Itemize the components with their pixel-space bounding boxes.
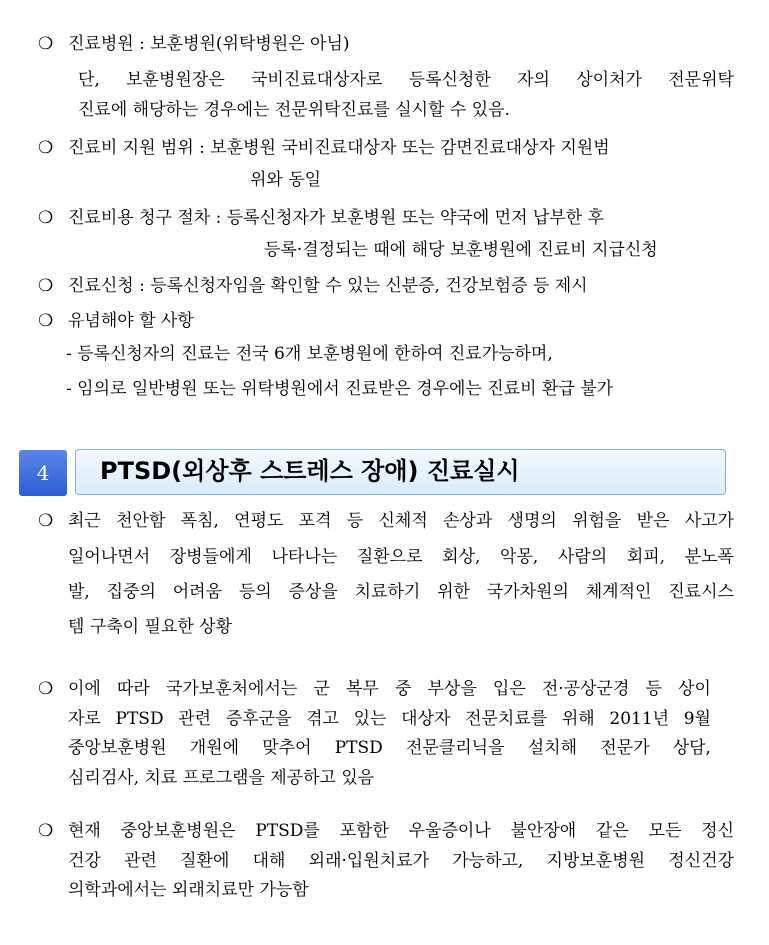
ptsd-p2-line2: 자로 PTSD 관련 증후군을 겪고 있는 대상자 전문치료를 위해 2011년 9월 <box>68 709 711 729</box>
bullet-icon: ❍ <box>38 276 54 296</box>
ptsd-p2-line1: 이에 따라 국가보훈처에서는 군 복무 중 부상을 입은 전·공상군경 등 상이 <box>68 679 711 699</box>
bullet-icon: ❍ <box>38 311 54 331</box>
ptsd-p3-line1: 현재 중앙보훈병원은 PTSD를 포함한 우울증이나 불안장애 같은 모든 정신 <box>68 821 734 841</box>
claim-line2: 등록·결정되는 때에 해당 보훈병원에 진료비 지급신청 <box>264 240 658 260</box>
bullet-icon: ❍ <box>38 138 54 158</box>
hospital-note-line1: 단, 보훈병원장은 국비진료대상자로 등록신청한 자의 상이처가 전문위탁 <box>78 70 734 90</box>
section-number: 4 <box>36 461 50 485</box>
ptsd-p1-line4: 템 구축이 필요한 상황 <box>68 617 233 637</box>
ptsd-p3-line3: 의학과에서는 외래치료만 가능함 <box>68 880 309 900</box>
bullet-icon: ❍ <box>38 821 54 841</box>
bullet-icon: ❍ <box>38 34 54 54</box>
ptsd-p1-line2: 일어나면서 장병들에게 나타나는 질환으로 회상, 악몽, 사람의 회피, 분노폭 <box>68 547 734 567</box>
bullet-icon: ❍ <box>38 511 54 531</box>
scope-line2: 위와 동일 <box>250 170 322 190</box>
ptsd-p1-line1: 최근 천안함 폭침, 연평도 포격 등 신체적 손상과 생명의 위험을 받은 사고가 <box>68 511 734 531</box>
hospital-line: 진료병원 : 보훈병원(위탁병원은 아님) <box>68 34 350 54</box>
apply-line: 진료신청 : 등록신청자임을 확인할 수 있는 신분증, 건강보험증 등 제시 <box>68 276 588 296</box>
ptsd-p2-line4: 심리검사, 치료 프로그램을 제공하고 있음 <box>68 768 375 788</box>
ptsd-p3-line2: 건강 관련 질환에 대해 외래·입원치료가 가능하고, 지방보훈병원 정신건강 <box>68 851 734 871</box>
scope-line1: 진료비 지원 범위 : 보훈병원 국비진료대상자 또는 감면진료대상자 지원범 <box>68 138 610 158</box>
section-title: PTSD(외상후 스트레스 장애) 진료실시 <box>100 457 520 485</box>
caution-item-1: - 등록신청자의 진료는 전국 6개 보훈병원에 한하여 진료가능하며, <box>66 344 553 364</box>
ptsd-p2-line3: 중앙보훈병원 개원에 맞추어 PTSD 전문클리닉을 설치해 전문가 상담, <box>68 738 711 758</box>
section-number-badge <box>19 450 67 496</box>
claim-line1: 진료비용 청구 절차 : 등록신청자가 보훈병원 또는 약국에 먼저 납부한 후 <box>68 208 605 228</box>
bullet-icon: ❍ <box>38 679 54 699</box>
hospital-note-line2: 진료에 해당하는 경우에는 전문위탁진료를 실시할 수 있음. <box>78 100 510 120</box>
ptsd-p1-line3: 발, 집중의 어려움 등의 증상을 치료하기 위한 국가차원의 체계적인 진료시스 <box>68 582 734 602</box>
bullet-icon: ❍ <box>38 208 54 228</box>
caution-item-2: - 임의로 일반병원 또는 위탁병원에서 진료받은 경우에는 진료비 환급 불가 <box>66 379 614 399</box>
caution-title: 유념해야 할 사항 <box>68 311 194 331</box>
